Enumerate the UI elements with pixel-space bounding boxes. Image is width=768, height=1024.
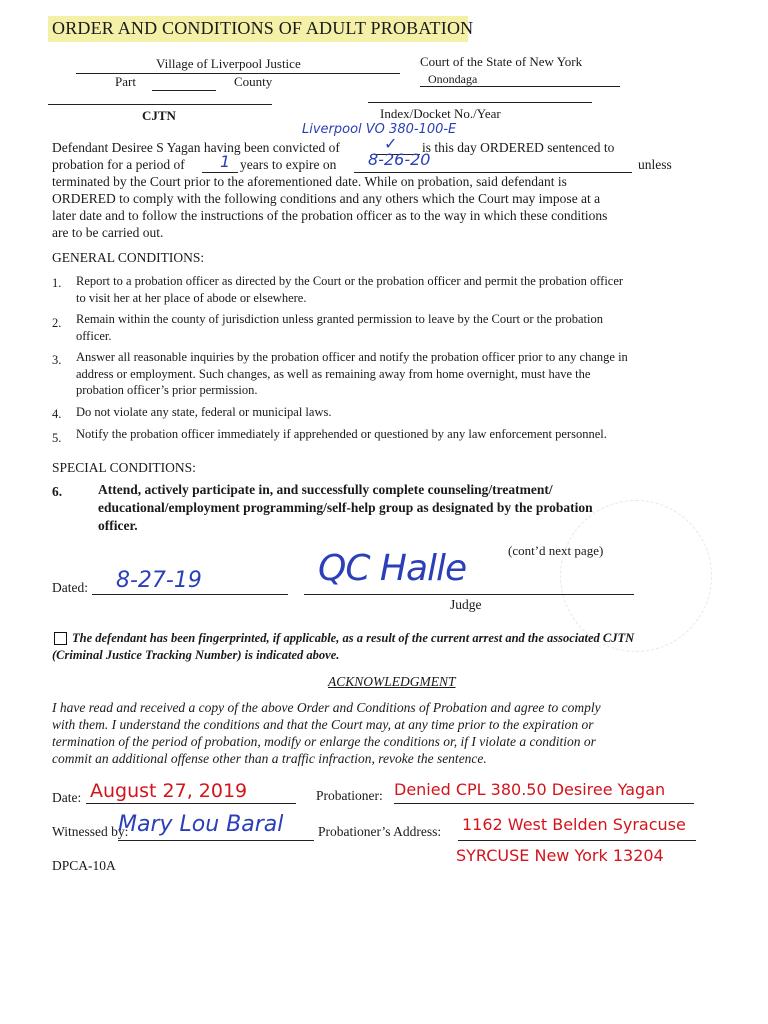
sentence-line5: later date and to follow the instructions of the probation officer as to the way in which these conditions: [52, 208, 608, 223]
fingerprint-line2: (Criminal Justice Tracking Number) is indicated above.: [52, 648, 340, 662]
date-label: Date:: [52, 790, 82, 805]
dated-line: [92, 594, 288, 595]
judge-line: [304, 594, 634, 595]
witness-signature: Mary Lou Baral: [118, 812, 284, 837]
court-name: Village of Liverpool Justice: [156, 56, 301, 71]
ack-line2: with them. I understand the conditions and that the Court may, at any time prior to the expiration or: [52, 717, 594, 732]
ack-heading: ACKNOWLEDGMENT: [328, 674, 456, 689]
address-label: Probationer’s Address:: [318, 824, 442, 839]
form-id: DPCA-10A: [52, 858, 116, 873]
index-handwritten: Liverpool VO 380-100-E: [302, 122, 457, 137]
cond-2-line1: Remain within the county of jurisdiction unless granted permission to leave by the Court or the probation: [76, 312, 603, 326]
dated-label: Dated:: [52, 580, 88, 595]
cond-3-line2: address or employment. Such changes, as well as remaining away from home overnight, must have the: [76, 367, 591, 381]
cond-2-line2: officer.: [76, 329, 112, 343]
witness-line: [118, 840, 314, 841]
witness-label: Witnessed by:: [52, 824, 129, 839]
cond-5-num: 5.: [52, 431, 62, 445]
sentence-line2b: years to expire on: [240, 157, 337, 172]
general-heading: GENERAL CONDITIONS:: [52, 250, 205, 265]
probationer-value: Denied CPL 380.50 Desiree Yagan: [394, 780, 666, 799]
cjtn-line: [48, 104, 272, 105]
judge-signature: QC Halle: [318, 548, 467, 589]
ack-line1: I have read and received a copy of the above Order and Conditions of Probation and agree to comply: [52, 700, 601, 715]
sentence-line2c: unless: [638, 157, 672, 172]
cond-5-line1: Notify the probation officer immediately if apprehended or questioned by any law enforcement personnel.: [76, 427, 607, 441]
sentence-line6: are to be carried out.: [52, 225, 164, 240]
sentence-line1b: is this day ORDERED sentenced to: [422, 140, 615, 155]
sentence-line2a: probation for a period of: [52, 157, 185, 172]
cond-1-line1: Report to a probation officer as directed by the Court or the probation officer and permit the probation officer: [76, 274, 624, 288]
county-line: [420, 86, 620, 87]
expire-line: [354, 172, 632, 173]
cond-4-line1: Do not violate any state, federal or municipal laws.: [76, 405, 332, 419]
part-label: Part: [115, 74, 136, 89]
sentence-line4: ORDERED to comply with the following conditions and any others which the Court may impose at a: [52, 191, 601, 206]
years-line: [202, 172, 238, 173]
cjtn-label: CJTN: [142, 108, 176, 123]
ack-line4: commit an additional offense other than a traffic infraction, revoke the sentence.: [52, 751, 487, 766]
probationer-line: [394, 803, 694, 804]
special-line2: educational/employment programming/self-help group as designated by the probation: [98, 500, 593, 515]
address-line1: 1162 West Belden Syracuse: [462, 815, 686, 834]
contd-note: (cont’d next page): [508, 543, 604, 558]
cond-1-line2: to visit her at her place of abode or elsewhere.: [76, 291, 307, 305]
cond-3-num: 3.: [52, 353, 62, 367]
court-state: Court of the State of New York: [420, 54, 583, 69]
part-line: [152, 90, 216, 91]
date-line: [86, 803, 296, 804]
cond-2-num: 2.: [52, 316, 62, 330]
special-heading: SPECIAL CONDITIONS:: [52, 460, 196, 475]
date-value: August 27, 2019: [90, 780, 248, 802]
index-label: Index/Docket No./Year: [380, 106, 501, 121]
years-value: 1: [220, 152, 231, 171]
sentence-line3: terminated by the Court prior to the aforementioned date. While on probation, said defendant is: [52, 174, 567, 189]
fingerprint-checkbox[interactable]: [54, 632, 67, 645]
page-title: ORDER AND CONDITIONS OF ADULT PROBATION: [52, 18, 474, 38]
convicted-check: ✓: [384, 134, 398, 153]
fingerprint-line1: The defendant has been fingerprinted, if applicable, as a result of the current arrest and the associated CJTN: [72, 631, 635, 645]
county-label: County: [234, 74, 273, 89]
special-line1: Attend, actively participate in, and successfully complete counseling/treatment/: [98, 482, 553, 497]
expire-value: 8-26-20: [368, 150, 431, 169]
ack-line3: termination of the period of probation, modify or enlarge the conditions or, if I violate a condition or: [52, 734, 596, 749]
county-value: Onondaga: [428, 72, 478, 86]
address-line2: SYRCUSE New York 13204: [456, 846, 664, 865]
special-line3: officer.: [98, 518, 138, 533]
dated-value: 8-27-19: [116, 568, 202, 593]
special-num: 6.: [52, 484, 63, 499]
cond-3-line3: probation officer’s prior permission.: [76, 383, 258, 397]
sentence-line1a: Defendant Desiree S Yagan having been convicted of: [52, 140, 340, 155]
index-line: [368, 102, 592, 103]
cond-4-num: 4.: [52, 407, 62, 421]
address-line: [458, 840, 696, 841]
judge-label: Judge: [450, 597, 482, 612]
cond-1-num: 1.: [52, 276, 62, 290]
cond-3-line1: Answer all reasonable inquiries by the probation officer and notify the probation officer prior to any change in: [76, 350, 628, 364]
probationer-label: Probationer:: [316, 788, 383, 803]
